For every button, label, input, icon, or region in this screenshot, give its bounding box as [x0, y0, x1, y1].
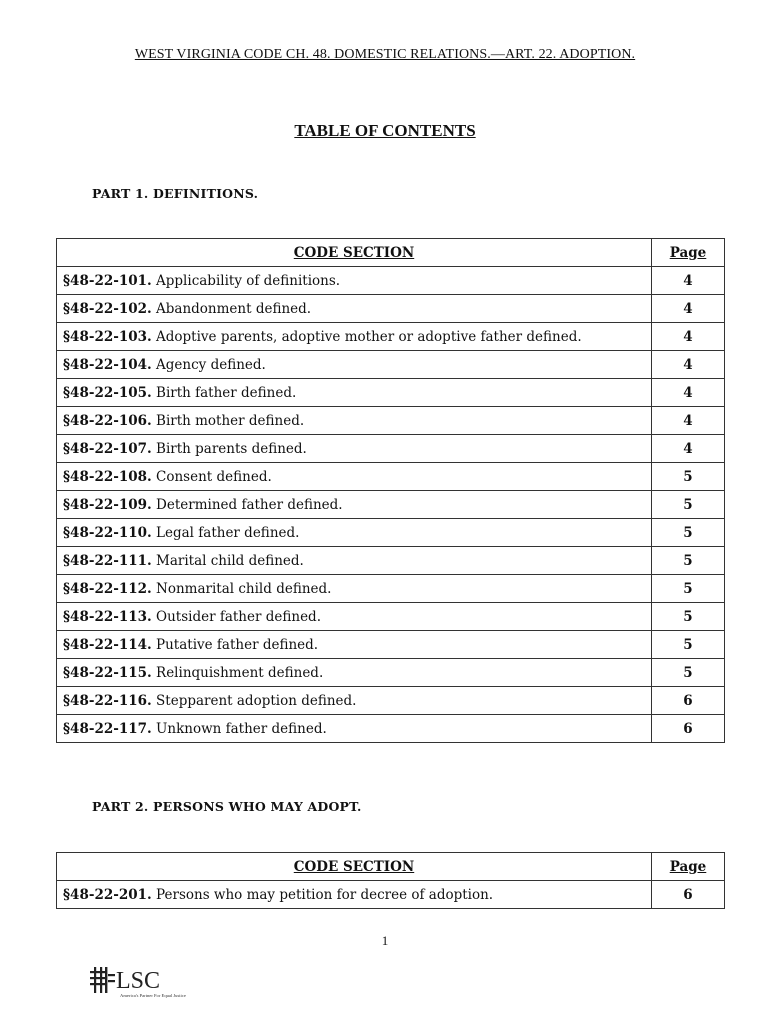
table-row [57, 519, 725, 547]
section-title: Outsider father defined. [151, 608, 321, 625]
page-cell: 6 [652, 881, 725, 909]
page-cell: 4 [652, 379, 725, 407]
table-header-row [57, 239, 725, 267]
page-cell: 5 [652, 575, 725, 603]
page-cell: 5 [652, 463, 725, 491]
table-row [57, 267, 725, 295]
code-section-cell [57, 323, 652, 351]
table-row [57, 687, 725, 715]
section-title: Putative father defined. [151, 636, 319, 653]
part-1-heading: PART 1. DEFINITIONS. [92, 186, 259, 201]
table-row [57, 603, 725, 631]
page-column-header: Page [652, 239, 725, 267]
code-section-cell [57, 631, 652, 659]
table-row [57, 463, 725, 491]
table-row [57, 351, 725, 379]
table-row [57, 323, 725, 351]
code-section-cell [57, 715, 652, 743]
section-number: §48-22-106. [63, 412, 152, 429]
section-title: Legal father defined. [151, 524, 300, 541]
code-section-cell [57, 407, 652, 435]
section-title: Birth mother defined. [151, 412, 305, 429]
table-row [57, 379, 725, 407]
page-cell: 5 [652, 603, 725, 631]
page-cell: 4 [652, 435, 725, 463]
section-title: Adoptive parents, adoptive mother or adoptive father defined. [151, 328, 582, 345]
table-row [57, 631, 725, 659]
section-number: §48-22-110. [63, 524, 152, 541]
code-section-cell [57, 575, 652, 603]
page-cell: 4 [652, 323, 725, 351]
section-title: Birth parents defined. [151, 440, 307, 457]
code-section-cell [57, 881, 652, 909]
table-row [57, 881, 725, 909]
section-number: §48-22-107. [63, 440, 152, 457]
section-number: §48-22-114. [63, 636, 152, 653]
page-cell: 5 [652, 547, 725, 575]
code-section-cell [57, 463, 652, 491]
section-number: §48-22-105. [63, 384, 152, 401]
section-title: Determined father defined. [151, 496, 343, 513]
code-section-cell [57, 379, 652, 407]
code-section-cell [57, 603, 652, 631]
code-section-cell [57, 435, 652, 463]
section-number: §48-22-113. [63, 608, 152, 625]
table-row [57, 547, 725, 575]
section-title: Agency defined. [151, 356, 266, 373]
code-section-cell [57, 491, 652, 519]
code-section-cell [57, 519, 652, 547]
code-section-column-header: CODE SECTION [57, 239, 652, 267]
part-2-heading: PART 2. PERSONS WHO MAY ADOPT. [92, 799, 362, 814]
section-title: Applicability of definitions. [151, 272, 341, 289]
table-row [57, 491, 725, 519]
section-title: Marital child defined. [151, 552, 304, 569]
section-number: §48-22-112. [63, 580, 152, 597]
page-number: 1 [381, 933, 389, 948]
lsc-logo [90, 962, 210, 1000]
page-cell: 5 [652, 631, 725, 659]
section-number: §48-22-115. [63, 664, 152, 681]
section-number: §48-22-201. [63, 886, 152, 903]
section-title: Consent defined. [151, 468, 272, 485]
part-2-contents-table [56, 852, 725, 909]
code-section-column-header: CODE SECTION [57, 853, 652, 881]
table-row [57, 659, 725, 687]
table-header-row [57, 853, 725, 881]
page-cell: 4 [652, 407, 725, 435]
section-title: Persons who may petition for decree of adoption. [151, 886, 494, 903]
logo-tagline: America's Partner For Equal Justice [120, 993, 186, 998]
table-row [57, 407, 725, 435]
page-title: TABLE OF CONTENTS [294, 121, 476, 140]
page-cell: 5 [652, 659, 725, 687]
part-1-contents-table [56, 238, 725, 743]
code-section-cell [57, 351, 652, 379]
code-section-cell [57, 295, 652, 323]
section-title: Nonmarital child defined. [151, 580, 332, 597]
page-cell: 4 [652, 351, 725, 379]
page-cell: 6 [652, 715, 725, 743]
section-number: §48-22-104. [63, 356, 152, 373]
section-number: §48-22-117. [63, 720, 152, 737]
table-row [57, 435, 725, 463]
section-number: §48-22-103. [63, 328, 152, 345]
page-cell: 5 [652, 491, 725, 519]
table-row [57, 715, 725, 743]
table-row [57, 575, 725, 603]
section-number: §48-22-109. [63, 496, 152, 513]
section-number: §48-22-111. [63, 552, 152, 569]
logo-lettering: LSC [116, 968, 161, 994]
code-section-cell [57, 267, 652, 295]
section-number: §48-22-101. [63, 272, 152, 289]
code-section-cell [57, 687, 652, 715]
table-row [57, 295, 725, 323]
page-cell: 6 [652, 687, 725, 715]
section-title: Relinquishment defined. [151, 664, 324, 681]
page-cell: 4 [652, 267, 725, 295]
code-section-cell [57, 547, 652, 575]
section-title: Stepparent adoption defined. [151, 692, 357, 709]
section-number: §48-22-108. [63, 468, 152, 485]
code-section-cell [57, 659, 652, 687]
section-title: Birth father defined. [151, 384, 297, 401]
page-column-header: Page [652, 853, 725, 881]
section-title: Abandonment defined. [151, 300, 312, 317]
page-cell: 5 [652, 519, 725, 547]
section-number: §48-22-102. [63, 300, 152, 317]
section-title: Unknown father defined. [151, 720, 327, 737]
section-number: §48-22-116. [63, 692, 152, 709]
page-cell: 4 [652, 295, 725, 323]
running-header: WEST VIRGINIA CODE CH. 48. DOMESTIC RELATIONS.—ART. 22. ADOPTION. [134, 47, 636, 62]
